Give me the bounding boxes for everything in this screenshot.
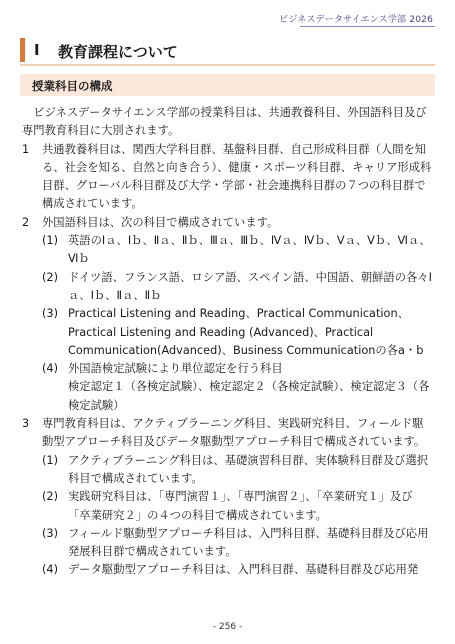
- running-header-title: ビジネスデータサイエンス学部 2026: [279, 15, 433, 25]
- sub-list-item-number: (2): [42, 270, 59, 284]
- list-item-text: 外国語科目は、次の科目で構成されています。: [42, 215, 279, 229]
- section-title: 授業科目の構成: [32, 79, 113, 93]
- sub-list-item-text: 実践研究科目は、「専門演習１」、「専門演習２」、「卒業研究１」及び「卒業研究２」の４つの科目で構成されています。: [68, 490, 413, 522]
- chapter-title: 教育課程について: [58, 43, 178, 61]
- sub-list-item-number: (2): [42, 490, 59, 504]
- running-header-rule: [300, 26, 435, 27]
- list-item: [22, 415, 434, 452]
- sub-list-item-number: (3): [42, 307, 59, 321]
- sub-list-item-number: (1): [42, 234, 59, 248]
- sub-list-item: [22, 232, 434, 269]
- sub-list-item-number: (4): [42, 563, 59, 577]
- exam-credit-detail: 検定認定１（各検定試験）、検定認定２（各検定試験）、検定認定３（各検定試験）: [68, 380, 430, 412]
- sub-list-item: [22, 488, 434, 525]
- sub-list-item: [22, 452, 434, 489]
- list-item-number: 2: [22, 215, 30, 229]
- sub-list-item: [22, 360, 434, 378]
- sub-list-item: [22, 561, 434, 579]
- list-item: [22, 141, 434, 214]
- sub-list-item-text: フィールド駆動型アプローチ科目は、入門科目群、基礎科目群及び応用発展科目群で構成されています。: [68, 526, 429, 559]
- sub-list-item: [22, 305, 434, 360]
- list-item-text: 専門教育科目は、アクティブラーニング科目、実践研究科目、フィールド駆動型アプローチ科目及びデータ駆動型アプローチ科目で構成されています。: [42, 417, 426, 449]
- body-text: [22, 104, 434, 580]
- sub-list-item-text: アクティブラーニング科目は、基礎演習科目群、実体験科目群及び選択科目で構成されています。: [68, 453, 429, 485]
- chapter-number: I: [34, 41, 40, 59]
- sub-list-item-text: 外国語検定試験により単位認定を行う科目: [68, 362, 283, 376]
- sub-list-item-text: 英語のⅠａ、Ⅰｂ、Ⅱａ、Ⅱｂ、Ⅲａ、Ⅲｂ、Ⅳａ、Ⅳｂ、Ⅴａ、Ⅴｂ、Ⅵａ、Ⅵｂ: [68, 234, 431, 266]
- list-item-text: 共通教養科目は、関西大学科目群、基盤科目群、自己形成科目群（人間を知る、社会を知る、自然と向き合う）、健康・スポーツ科目群、キャリア形成科目群、グローバル科目群及び大学・学部・社会連携科目群の７つの科目群で構成されています。: [42, 142, 432, 211]
- chapter-heading: [20, 38, 435, 66]
- sub-list-item-text: データ駆動型アプローチ科目は、入門科目群、基礎科目群及び応用発: [68, 563, 419, 577]
- list-item: [22, 214, 434, 232]
- sub-list-item-detail: [22, 378, 434, 415]
- sub-list-item: [22, 269, 434, 306]
- section-heading: [20, 74, 435, 96]
- sub-list-item-text: Practical Listening and Reading、Practical Communication、Practical Listening and Reading (Advanced)、Practical Communication(Advanced)、Business Communicationの各a・b: [68, 307, 424, 357]
- chapter-accent-bar: [20, 38, 25, 62]
- sub-list-item-number: (1): [42, 453, 59, 467]
- sub-list-item-text: ドイツ語、フランス語、ロシア語、スペイン語、中国語、朝鮮語の各々Ⅰａ、Ⅰｂ、Ⅱａ、Ⅱｂ: [68, 270, 432, 302]
- sub-list-item-number: (3): [42, 526, 59, 540]
- list-item-number: 1: [22, 142, 30, 156]
- intro-paragraph: ビジネスデータサイエンス学部の授業科目は、共通教養科目、外国語科目及び専門教育科目に大別されます。: [22, 106, 427, 138]
- sub-list-item-number: (4): [42, 362, 59, 376]
- list-item-number: 3: [22, 417, 30, 431]
- page-number: - 256 -: [212, 622, 243, 632]
- sub-list-item: [22, 525, 434, 562]
